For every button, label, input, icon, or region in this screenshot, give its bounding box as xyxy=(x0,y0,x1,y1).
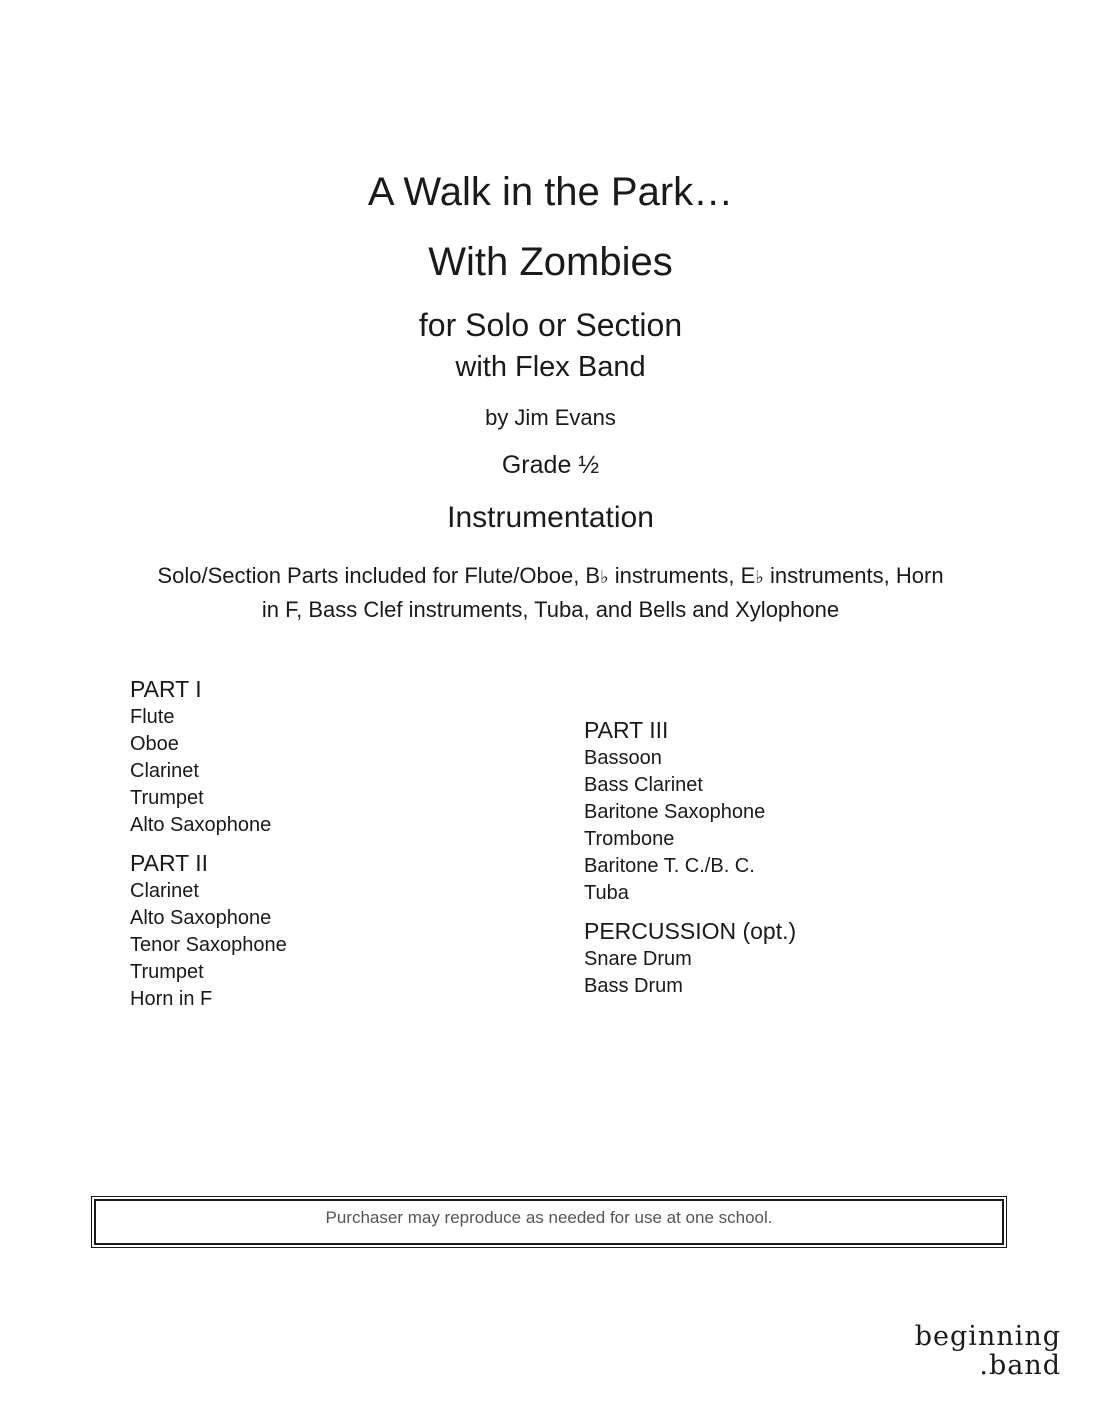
part-heading: PART I xyxy=(130,676,202,702)
part-heading: PART II xyxy=(130,850,208,876)
instrument-item: Tuba xyxy=(584,882,629,904)
instrument-item: Bass Clarinet xyxy=(584,774,703,796)
part-heading: PERCUSSION (opt.) xyxy=(584,918,797,944)
instrument-item: Clarinet xyxy=(130,760,199,782)
flat-symbol: ♭ xyxy=(600,567,609,588)
instrument-item: Baritone Saxophone xyxy=(584,801,766,823)
instrument-item: Alto Saxophone xyxy=(130,814,272,836)
instrument-item: Flute xyxy=(130,706,175,728)
parts-note-line-1 xyxy=(0,560,1101,594)
instrument-item: Baritone T. C./B. C. xyxy=(584,855,755,877)
instrument-item: Tenor Saxophone xyxy=(130,934,287,956)
logo-line-1: beginning xyxy=(914,1321,1061,1352)
part-list xyxy=(584,946,796,1000)
instrument-item: Clarinet xyxy=(130,880,199,902)
grade-level: Grade ½ xyxy=(501,451,600,479)
scoring-band-line: with Flex Band xyxy=(455,351,646,383)
piece-title: A Walk in the Park… xyxy=(367,170,734,214)
part-list xyxy=(130,704,287,839)
instrument-column-left xyxy=(130,674,287,1022)
logo-line-2: .band xyxy=(979,1350,1061,1381)
reproduction-notice-box xyxy=(94,1199,1004,1245)
parts-note-seg-3: instruments, Horn xyxy=(763,563,944,588)
parts-note-line-2: in F, Bass Clef instruments, Tuba, and Bells and Xylophone xyxy=(261,597,840,622)
flat-symbol: ♭ xyxy=(755,567,764,588)
reproduction-notice: Purchaser may reproduce as needed for use at one school. xyxy=(325,1208,773,1227)
composer-credit: by Jim Evans xyxy=(485,405,616,430)
instrument-item: Alto Saxophone xyxy=(130,907,272,929)
instrumentation-heading: Instrumentation xyxy=(447,501,654,534)
instrument-item: Trumpet xyxy=(130,961,204,983)
instrument-item: Horn in F xyxy=(130,988,213,1010)
parts-note xyxy=(0,560,1101,626)
instrument-item: Bassoon xyxy=(584,747,662,769)
part-list xyxy=(584,745,796,907)
piece-subtitle: With Zombies xyxy=(428,240,673,284)
part-heading: PART III xyxy=(584,717,669,743)
instrument-item: Oboe xyxy=(130,733,179,755)
instrument-item: Trumpet xyxy=(130,787,204,809)
instrument-item: Snare Drum xyxy=(584,948,692,970)
instrument-item: Bass Drum xyxy=(584,975,683,997)
scoring-line: for Solo or Section xyxy=(418,307,683,343)
instrument-column-right xyxy=(584,715,796,1009)
instrument-item: Trombone xyxy=(584,828,675,850)
parts-note-seg-1: Solo/Section Parts included for Flute/Oboe, B xyxy=(157,563,601,588)
part-list xyxy=(130,878,287,1013)
parts-note-seg-2: instruments, E xyxy=(608,563,756,588)
publisher-logo xyxy=(915,1322,1061,1380)
